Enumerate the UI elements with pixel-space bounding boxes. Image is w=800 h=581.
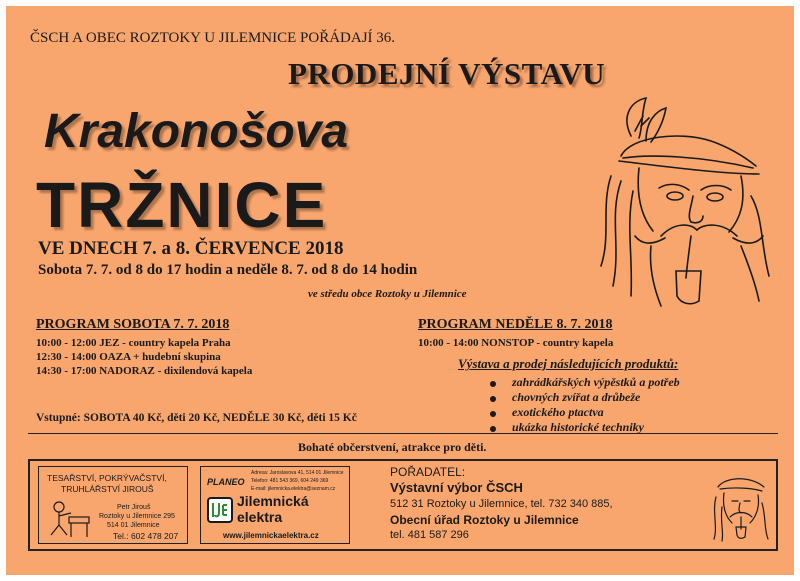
product-item: exotického ptactva — [512, 405, 604, 419]
divider — [28, 433, 778, 434]
bullet-icon — [490, 381, 496, 387]
carpenter-icon — [43, 499, 91, 541]
sponsor1-line2: TRUHLÁŘSTVÍ JIROUŠ — [61, 484, 154, 494]
sponsor1-phone: Tel.: 602 478 207 — [113, 531, 179, 541]
elektra-name2: elektra — [237, 509, 283, 525]
sponsors-panel — [28, 459, 778, 551]
program-saturday-row: 10:00 - 12:00 JEZ - country kapela Praha — [36, 337, 231, 349]
sponsor1-address: Roztoky u Jilemnice 295 — [99, 513, 175, 520]
sponsor-elektra — [200, 466, 350, 544]
program-saturday-row: 14:30 - 17:00 NADORAZ - dixilendová kapela — [36, 365, 253, 377]
title-trznice: TRŽNICE — [36, 169, 328, 241]
organizer-office: Obecní úřad Roztoky u Jilemnice — [390, 513, 579, 527]
extras-text: Bohaté občerstvení, atrakce pro děti. — [298, 440, 487, 454]
krakonos-small-icon — [710, 467, 770, 543]
organizer-label: POŘADATEL: — [390, 465, 466, 479]
krakonos-illustration — [591, 96, 776, 311]
bullet-icon — [490, 411, 496, 417]
organizer-committee: Výstavní výbor ČSCH — [390, 480, 523, 495]
organizer-office-phone: tel. 481 587 296 — [390, 529, 469, 541]
bullet-icon — [490, 426, 496, 432]
title-prodejni-vystavu: PRODEJNÍ VÝSTAVU — [288, 56, 606, 91]
product-item: chovných zvířat a drůbeže — [512, 390, 641, 404]
event-hours: Sobota 7. 7. od 8 do 17 hodin a neděle 8. 7. od 8 do 14 hodin — [38, 262, 418, 278]
sponsor1-city: 514 01 Jilemnice — [107, 522, 160, 529]
organizer-committee-contact: 512 31 Roztoky u Jilemnice, tel. 732 340 885, — [390, 498, 613, 510]
sponsor2-email: E-mail: jilemnicka.elektra@seznam.cz — [251, 486, 336, 492]
sponsor1-line1: TESAŘSTVÍ, POKRÝVAČSTVÍ, — [47, 473, 167, 483]
program-sunday-heading: PROGRAM NEDĚLE 8. 7. 2018 — [418, 317, 613, 332]
products-heading: Výstava a prodej následujících produktů: — [458, 356, 679, 371]
entry-fee: Vstupné: SOBOTA 40 Kč, děti 20 Kč, NEDĚLE 30 Kč, děti 15 Kč — [36, 412, 357, 424]
product-item: zahrádkářských výpěstků a potřeb — [512, 375, 680, 389]
product-item: ukázka historické techniky — [512, 420, 645, 434]
bullet-icon — [490, 396, 496, 402]
elektra-name1: Jilemnická — [237, 493, 309, 509]
sponsor-jirous — [38, 466, 188, 544]
event-venue: ve středu obce Roztoky u Jilemnice — [308, 288, 467, 300]
title-krakonosova: Krakonošova — [44, 105, 349, 158]
organizer-line: ČSCH A OBEC ROZTOKY U JILEMNICE POŘÁDAJÍ 36. — [30, 30, 396, 46]
program-saturday-heading: PROGRAM SOBOTA 7. 7. 2018 — [36, 317, 230, 332]
elektra-url: www.jilemnickaelektra.cz — [223, 531, 319, 540]
program-saturday-row: 12:30 - 14:00 OAZA + hudební skupina — [36, 351, 221, 363]
sponsor2-address: Adresa: Jaroslavova 41, 514 01 Jilemnice — [251, 470, 344, 476]
elektra-logo-icon — [207, 497, 233, 523]
event-dates: VE DNECH 7. a 8. ČERVENCE 2018 — [38, 238, 344, 259]
program-sunday-row: 10:00 - 14:00 NONSTOP - country kapela — [418, 337, 614, 349]
planeo-logo: PLANEO — [207, 477, 245, 487]
poster — [6, 6, 794, 575]
sponsor1-name: Petr Jirouš — [117, 504, 151, 511]
sponsor2-phone: Telefon: 481 543 369, 604 249 369 — [251, 478, 329, 484]
